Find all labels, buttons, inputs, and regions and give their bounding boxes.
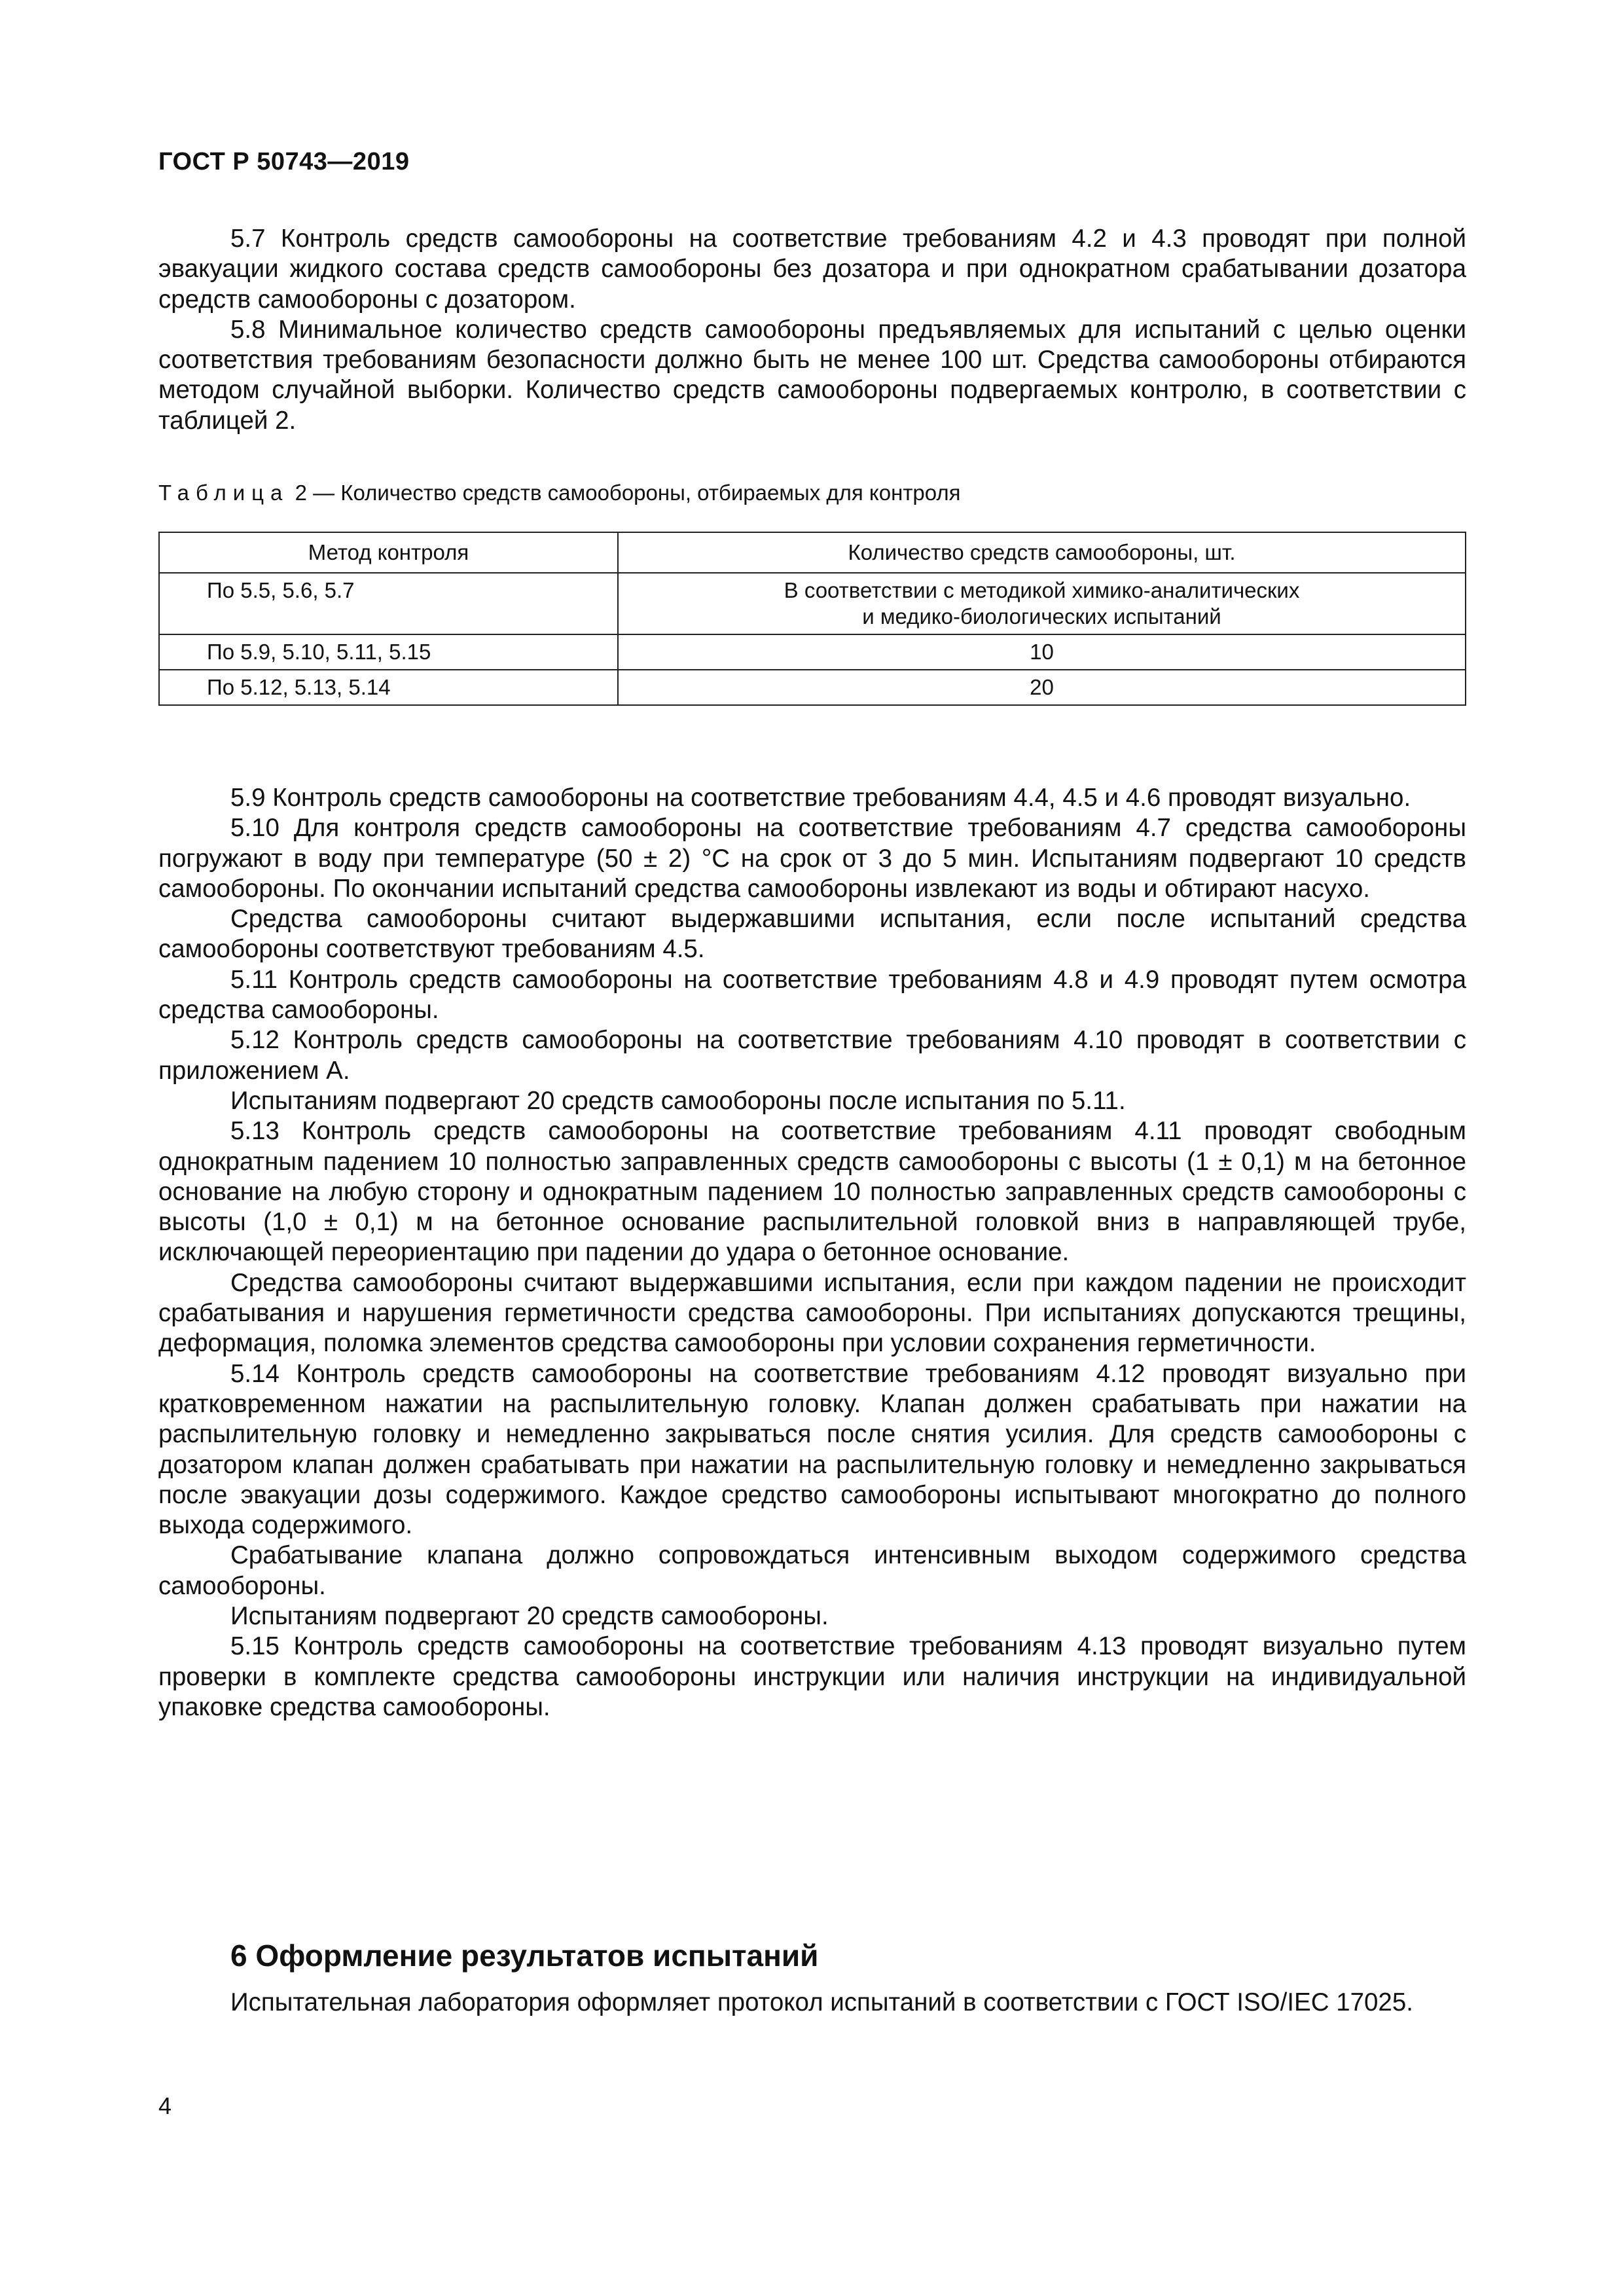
paragraph-5-14-cont2: Испытаниям подвергают 20 средств самообороны. <box>230 1602 829 1631</box>
section-5-part2 <box>158 783 1466 1722</box>
section-6-heading: 6 Оформление результатов испытаний <box>230 1939 819 1973</box>
table-header-row <box>159 532 1466 573</box>
paragraph-5-13: 5.13 Контроль средств самообороны на соответствие требованиям 4.11 проводят свободным однократным падением 10 полностью заправленных средств самообороны с высоты (1 ± 0,1) м на бетонное основание на любую сторону и однократным падением 10 полностью заправленных средств самообороны с высоты (1,0 ± 0,1) м на бетонное основание распылительной головкой вниз в направляющей трубе, исключающей переориентацию при падении до удара о бетонное основание. <box>158 1117 1466 1267</box>
cell-count: 20 <box>618 670 1466 705</box>
paragraph-5-10: 5.10 Для контроля средств самообороны на соответствие требованиям 4.7 средства самообороны погружают в воду при температуре (50 ± 2) °С на срок от 3 до 5 мин. Испытаниям подвергают 10 средств самообороны. По окончании испытаний средства самообороны извлекают из воды и обтирают насухо. <box>158 814 1466 903</box>
table-row <box>159 634 1466 670</box>
cell-method: По 5.5, 5.6, 5.7 <box>159 573 618 634</box>
paragraph-5-9: 5.9 Контроль средств самообороны на соответствие требованиям 4.4, 4.5 и 4.6 проводят визуально. <box>230 784 1411 812</box>
page-number: 4 <box>158 2092 172 2119</box>
cell-method: По 5.9, 5.10, 5.11, 5.15 <box>159 634 618 670</box>
cell-count-line1: В соответствии с методикой химико-аналитических <box>784 578 1300 602</box>
header-count: Количество средств самообороны, шт. <box>618 532 1466 573</box>
cell-count: 10 <box>618 634 1466 670</box>
table-row <box>159 573 1466 634</box>
section-6-body <box>158 1988 1466 2018</box>
cell-count <box>618 573 1466 634</box>
section-5-part1 <box>158 224 1466 436</box>
table-caption-text: 2 — Количество средств самообороны, отбираемых для контроля <box>295 481 961 505</box>
cell-method: По 5.12, 5.13, 5.14 <box>159 670 618 705</box>
paragraph-5-13-cont: Средства самообороны считают выдержавшими испытания, если при каждом падении не происходит срабатывания и нарушения герметичности средства самообороны. При испытаниях допускаются трещины, деформация, поломка элементов средства самообороны при условии сохранения герметичности. <box>158 1268 1466 1358</box>
table-2 <box>158 532 1466 706</box>
header-method: Метод контроля <box>159 532 618 573</box>
table-caption <box>158 480 961 506</box>
paragraph-5-11: 5.11 Контроль средств самообороны на соответствие требованиям 4.8 и 4.9 проводят путем осмотра средства самообороны. <box>158 965 1466 1025</box>
paragraph-5-7: 5.7 Контроль средств самообороны на соответствие требованиям 4.2 и 4.3 проводят при полной эвакуации жидкого состава средств самообороны без дозатора и при однократном срабатывании дозатора средств самообороны с дозатором. <box>158 225 1466 314</box>
paragraph-5-14-cont: Срабатывание клапана должно сопровождаться интенсивным выходом содержимого средства самообороны. <box>158 1541 1466 1600</box>
paragraph-5-12-cont: Испытаниям подвергают 20 средств самообороны после испытания по 5.11. <box>230 1086 1126 1115</box>
paragraph-5-12: 5.12 Контроль средств самообороны на соответствие требованиям 4.10 проводят в соответствии с приложением А. <box>158 1026 1466 1085</box>
paragraph-5-10-cont: Средства самообороны считают выдержавшими испытания, если после испытаний средства самообороны соответствуют требованиям 4.5. <box>158 905 1466 964</box>
table-row <box>159 670 1466 705</box>
paragraph-6: Испытательная лаборатория оформляет протокол испытаний в соответствии с ГОСТ ISO/IEC 17025. <box>230 1988 1413 2016</box>
paragraph-5-8: 5.8 Минимальное количество средств самообороны предъявляемых для испытаний с целью оценки соответствия требованиям безопасности должно быть не менее 100 шт. Средства самообороны отбираются методом случайной выборки. Количество средств самообороны подвергаемых контролю, в соответствии с таблицей 2. <box>158 315 1466 435</box>
cell-count-line2: и медико-биологических испытаний <box>862 604 1221 629</box>
paragraph-5-15: 5.15 Контроль средств самообороны на соответствие требованиям 4.13 проводят визуально путем проверки в комплекте средства самообороны инструкции или наличия инструкции на индивидуальной упаковке средства самообороны. <box>158 1632 1466 1721</box>
paragraph-5-14: 5.14 Контроль средств самообороны на соответствие требованиям 4.12 проводят визуально при кратковременном нажатии на распылительную головку. Клапан должен срабатывать при нажатии на распылительную головку и немедленно закрываться после снятия усилия. Для средств самообороны с дозатором клапан должен срабатывать при нажатии на распылительную головку и немедленно закрываться после эвакуации дозы содержимого. Каждое средство самообороны испытывают многократно до полного выхода содержимого. <box>158 1359 1466 1540</box>
document-header: ГОСТ Р 50743—2019 <box>158 148 410 175</box>
table-caption-word: Таблица <box>158 481 289 505</box>
